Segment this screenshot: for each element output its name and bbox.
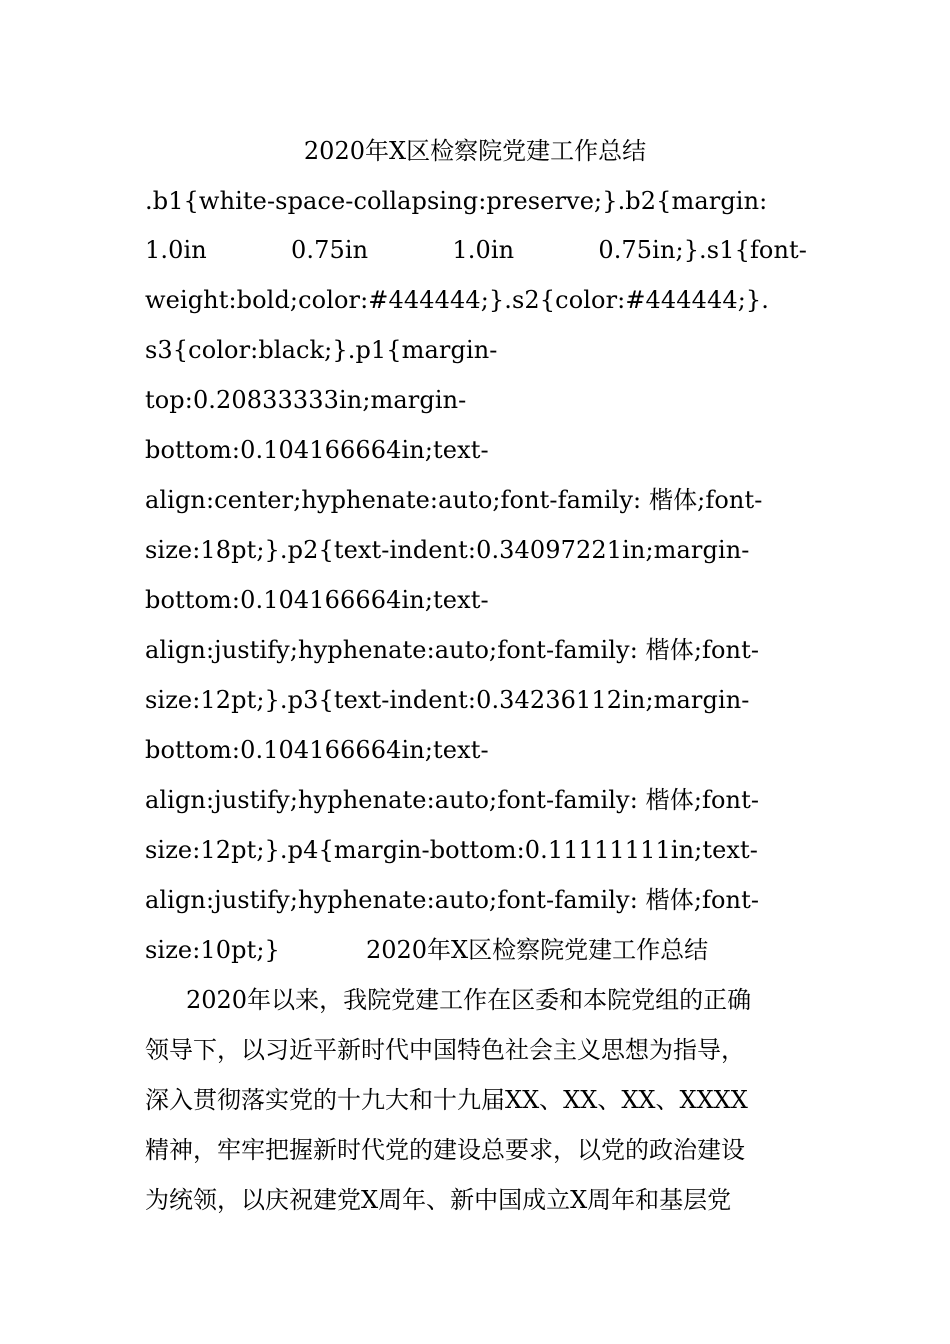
css-text-line: top:0.20833333in;margin- xyxy=(145,386,467,414)
css-text-line: s3{color:black;}.p1{margin- xyxy=(145,336,498,364)
document-title: 2020年X区检察院党建工作总结 xyxy=(303,137,647,165)
body-text-line: 深入贯彻落实党的十九大和十九届XX、XX、XX、XXXX xyxy=(145,1086,748,1114)
css-text-line: size:12pt;}.p4{margin-bottom:0.11111111in;text- xyxy=(145,836,759,864)
body-text-line: 为统领，以庆祝建党X周年、新中国成立X周年和基层党 xyxy=(145,1186,732,1214)
css-text-line: size:18pt;}.p2{text-indent:0.34097221in;margin- xyxy=(145,536,750,564)
css-and-title-line xyxy=(145,930,708,970)
body-paragraph-first-line: 2020年以来，我院党建工作在区委和本院党组的正确 xyxy=(186,986,752,1014)
css-text-line: bottom:0.104166664in;text- xyxy=(145,736,489,764)
css-text-line: 1.0in 0.75in 1.0in 0.75in;}.s1{font- xyxy=(145,236,807,264)
css-text-line: align:justify;hyphenate:auto;font-family: 楷体;font- xyxy=(145,886,760,914)
body-text-line: 领导下，以习近平新时代中国特色社会主义思想为指导， xyxy=(145,1036,745,1064)
css-text-line: align:justify;hyphenate:auto;font-family: 楷体;font- xyxy=(145,786,760,814)
css-text-line: bottom:0.104166664in;text- xyxy=(145,436,489,464)
body-text-line: 精神，牢牢把握新时代党的建设总要求，以党的政治建设 xyxy=(145,1136,745,1164)
css-text-line: bottom:0.104166664in;text- xyxy=(145,586,489,614)
css-text-line: align:justify;hyphenate:auto;font-family: 楷体;font- xyxy=(145,636,760,664)
body-text-line xyxy=(145,980,751,1020)
css-text-line: .b1{white-space-collapsing:preserve;}.b2{margin: xyxy=(145,187,768,215)
css-text-fragment: size:10pt;} xyxy=(145,936,280,964)
inline-document-title: 2020年X区检察院党建工作总结 xyxy=(365,936,709,964)
css-text-line: weight:bold;color:#444444;}.s2{color:#444444;}. xyxy=(145,286,770,314)
css-text-line: align:center;hyphenate:auto;font-family: 楷体;font- xyxy=(145,486,763,514)
css-text-line: size:12pt;}.p3{text-indent:0.34236112in;margin- xyxy=(145,686,750,714)
